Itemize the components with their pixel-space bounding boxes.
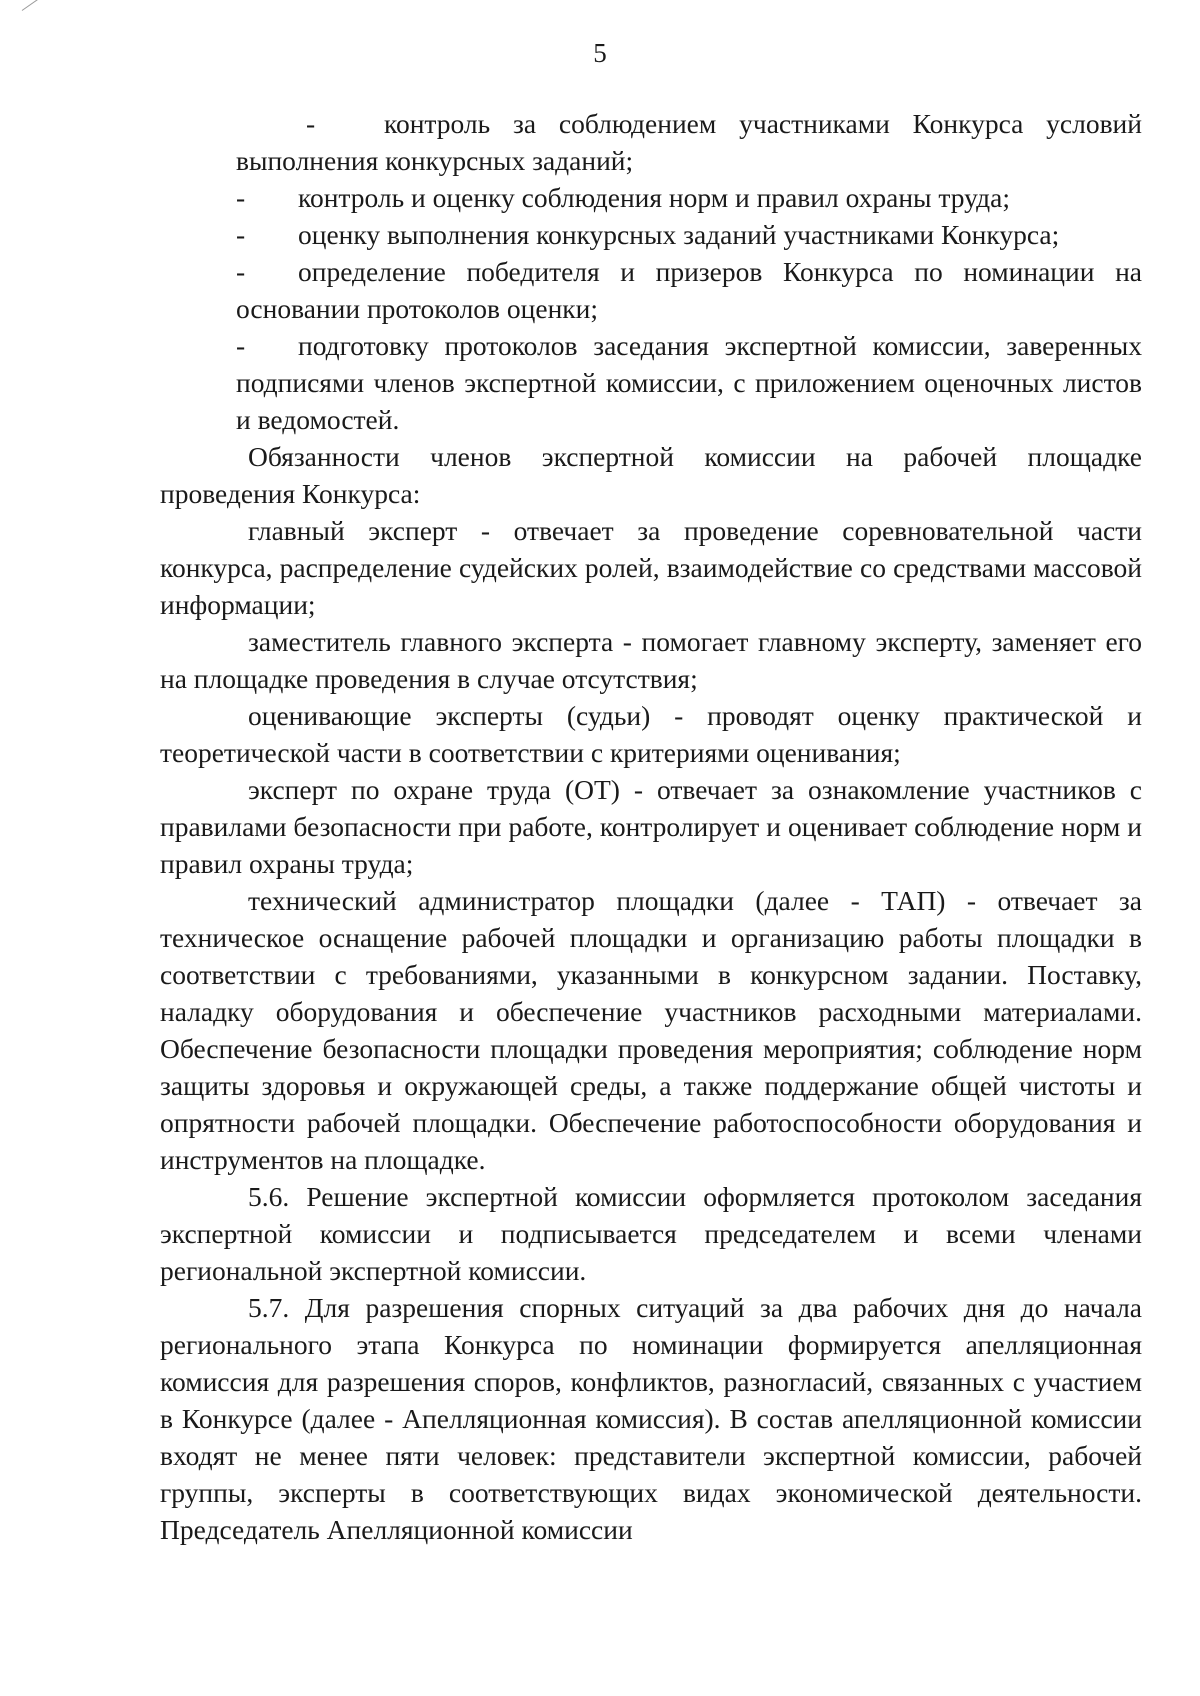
bullet-text: контроль и оценку соблюдения норм и правил охраны труда; — [298, 182, 1011, 213]
bullet-marker: - — [306, 108, 316, 139]
page-number: 5 — [593, 38, 607, 68]
bullet-item — [160, 179, 1142, 216]
bullet-marker: - — [236, 256, 246, 287]
scan-mark — [22, 0, 57, 11]
bullet-item — [160, 253, 1142, 327]
bullet-item — [160, 105, 1142, 179]
duty-deputy-expert: заместитель главного эксперта - помогает главному эксперту, заменяет его на площадке проведения в случае отсутствия; — [160, 626, 1142, 694]
bullet-text: определение победителя и призеров Конкурса по номинации на основании протоколов оценки; — [236, 256, 1142, 324]
duty-safety-expert: эксперт по охране труда (ОТ) - отвечает за ознакомление участников с правилами безопасности при работе, контролирует и оценивает соблюдение норм и правил охраны труда; — [160, 774, 1142, 879]
section-5-6: 5.6. Решение экспертной комиссии оформляется протоколом заседания экспертной комиссии и подписывается председателем и всеми членами региональной экспертной комиссии. — [160, 1181, 1142, 1286]
bullet-item — [160, 216, 1142, 253]
duty-technical-admin: технический администратор площадки (далее - ТАП) - отвечает за техническое оснащение рабочей площадки и организацию работы площадки в соответствии с требованиями, указанными в конкурсном задании. Поставку, наладку оборудования и обеспечение участников расходными материалами. Обеспечение безопасности площадки проведения мероприятия; соблюдение норм защиты здоровья и окружающей среды, а также поддержание общей чистоты и опрятности рабочей площадки. Обеспечение работоспособности оборудования и инструментов на площадке. — [160, 885, 1142, 1175]
bullet-marker: - — [236, 330, 246, 361]
bullet-marker: - — [236, 219, 246, 250]
duties-intro: Обязанности членов экспертной комиссии на рабочей площадке проведения Конкурса: — [160, 441, 1142, 509]
document-body — [160, 105, 1142, 1548]
duty-chief-expert: главный эксперт - отвечает за проведение соревновательной части конкурса, распределение судейских ролей, взаимодействие со средствами массовой информации; — [160, 515, 1142, 620]
bullet-item — [160, 327, 1142, 438]
bullet-text: подготовку протоколов заседания экспертной комиссии, заверенных подписями членов экспертной комиссии, с приложением оценочных листов и ведомостей. — [236, 330, 1142, 435]
bullet-text: оценку выполнения конкурсных заданий участниками Конкурса; — [298, 219, 1060, 250]
bullet-text: контроль за соблюдением участниками Конкурса условий выполнения конкурсных заданий; — [236, 108, 1142, 176]
duty-judges: оценивающие эксперты (судьи) - проводят оценку практической и теоретической части в соответствии с критериями оценивания; — [160, 700, 1142, 768]
bullet-marker: - — [236, 182, 246, 213]
section-5-7: 5.7. Для разрешения спорных ситуаций за два рабочих дня до начала регионального этапа Конкурса по номинации формируется апелляционная комиссия для разрешения споров, конфликтов, разногласий, связанных с участием в Конкурсе (далее - Апелляционная комиссия). В состав апелляционной комиссии входят не менее пяти человек: представители экспертной комиссии, рабочей группы, эксперты в соответствующих видах экономической деятельности. Председатель Апелляционной комиссии — [160, 1292, 1142, 1545]
